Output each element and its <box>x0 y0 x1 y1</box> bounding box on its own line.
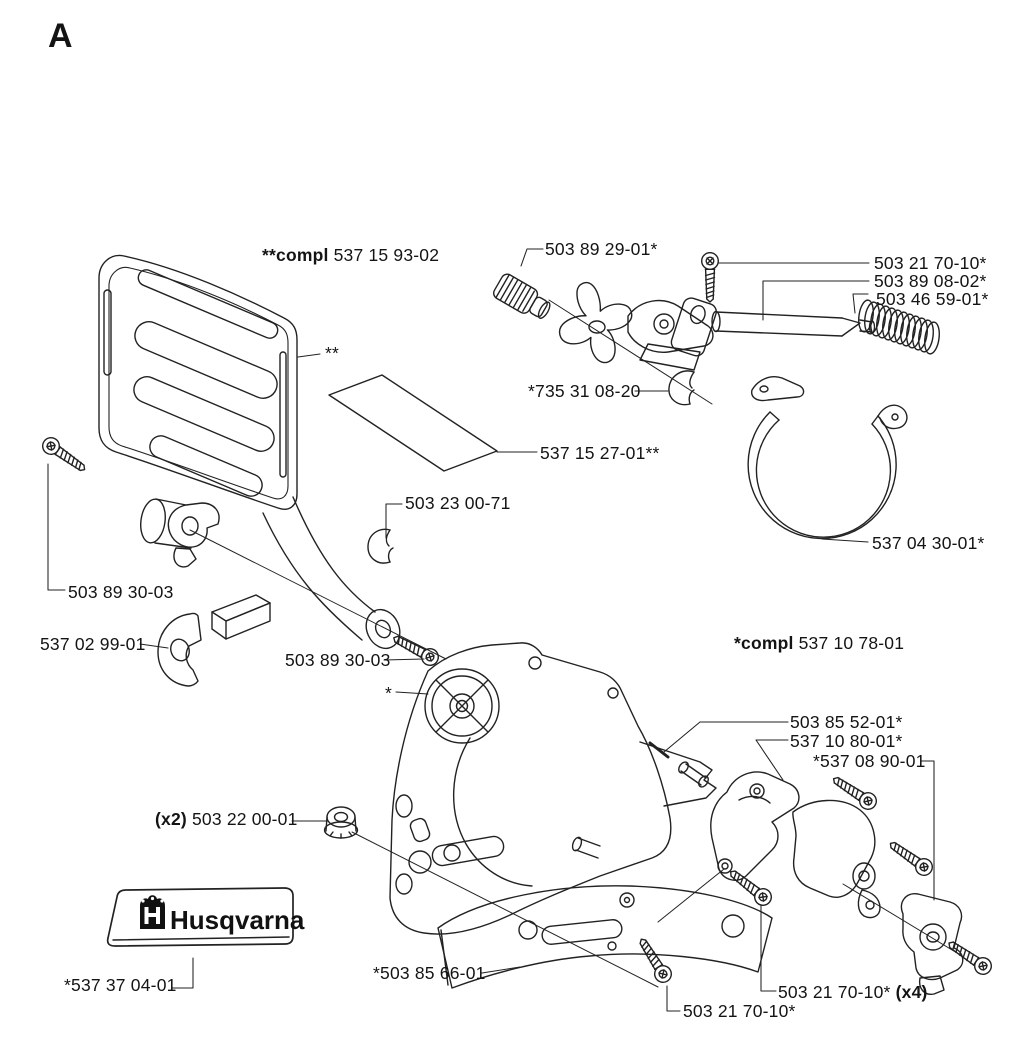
leader-lines <box>48 249 934 1011</box>
handle-pivot-knob <box>138 498 219 567</box>
screw-right-3 <box>944 936 994 977</box>
part-number: 537 15 93-02 <box>333 245 440 265</box>
part-label-screw-handle-left: 503 89 30-03 <box>68 582 174 602</box>
screw-left <box>39 434 89 476</box>
part-label-cover-assembly <box>734 634 904 653</box>
husqvarna-decal <box>108 888 305 946</box>
retainer-clip <box>368 529 393 563</box>
chain-catcher <box>901 894 962 995</box>
part-label-brake-band: 537 04 30-01* <box>872 533 985 553</box>
part-label-screw-handle-mid: 503 89 30-03 <box>285 650 391 670</box>
part-label-screw-plate: 503 21 70-10* <box>683 1001 796 1021</box>
part-label-brand-decal: *537 37 04-01 <box>64 975 177 995</box>
brand-wordmark: Husqvarna <box>170 905 305 935</box>
linkage-cover-arm <box>793 800 880 917</box>
quantity-marker: (x4) <box>895 982 928 1002</box>
part-label-bar-nut <box>155 810 298 829</box>
handle-lower-arm <box>263 497 406 654</box>
screws <box>39 253 994 986</box>
part-number: 503 21 70-10* <box>778 982 891 1002</box>
brake-washer-block <box>158 595 270 686</box>
figure-label: A <box>48 17 73 55</box>
cover-ref-mark: * <box>385 683 393 703</box>
e-clip <box>669 371 694 405</box>
part-label-rod: 503 89 08-02* <box>874 271 987 291</box>
screw-right-2 <box>886 837 936 879</box>
ref-marker: **compl <box>262 245 329 265</box>
husqvarna-crown-icon <box>140 895 165 929</box>
part-label-eclip: *735 31 08-20 <box>528 381 641 401</box>
part-label-clip: 503 23 00-71 <box>405 493 511 513</box>
part-label-brake-washer: 537 02 99-01 <box>40 634 146 654</box>
part-label-info-decal: 537 15 27-01** <box>540 443 660 463</box>
front-handle-guard <box>99 256 297 510</box>
part-label-screw-top: 503 21 70-10* <box>874 253 987 273</box>
part-label-pin: 503 85 52-01* <box>790 712 903 732</box>
plunger-rod <box>712 312 875 337</box>
part-label-chain-catcher: *537 08 90-01 <box>813 751 926 771</box>
brake-knob <box>492 272 555 324</box>
linkage-bracket <box>711 772 799 880</box>
part-label-handle-assembly <box>262 246 439 265</box>
quantity-marker: (x2) <box>155 809 187 829</box>
screw-mid <box>390 630 441 668</box>
screw-top <box>702 253 719 302</box>
info-decal <box>329 375 497 471</box>
part-label-spring: 503 46 59-01* <box>876 289 989 309</box>
bar-nut <box>325 807 358 838</box>
part-label-bracket: 537 10 80-01* <box>790 731 903 751</box>
ref-marker: *compl <box>734 633 794 653</box>
part-number: 537 10 78-01 <box>798 633 905 653</box>
part-label-screws-right <box>778 983 928 1002</box>
brake-band <box>748 377 907 539</box>
part-label-guide-plate: *503 85 66-01 <box>373 963 486 983</box>
part-number: 503 22 00-01 <box>191 809 298 829</box>
handle-ref-mark: ** <box>325 343 340 363</box>
part-label-knob: 503 89 29-01* <box>545 239 658 259</box>
star-wheel <box>547 272 644 374</box>
pivot-pin <box>650 743 710 789</box>
